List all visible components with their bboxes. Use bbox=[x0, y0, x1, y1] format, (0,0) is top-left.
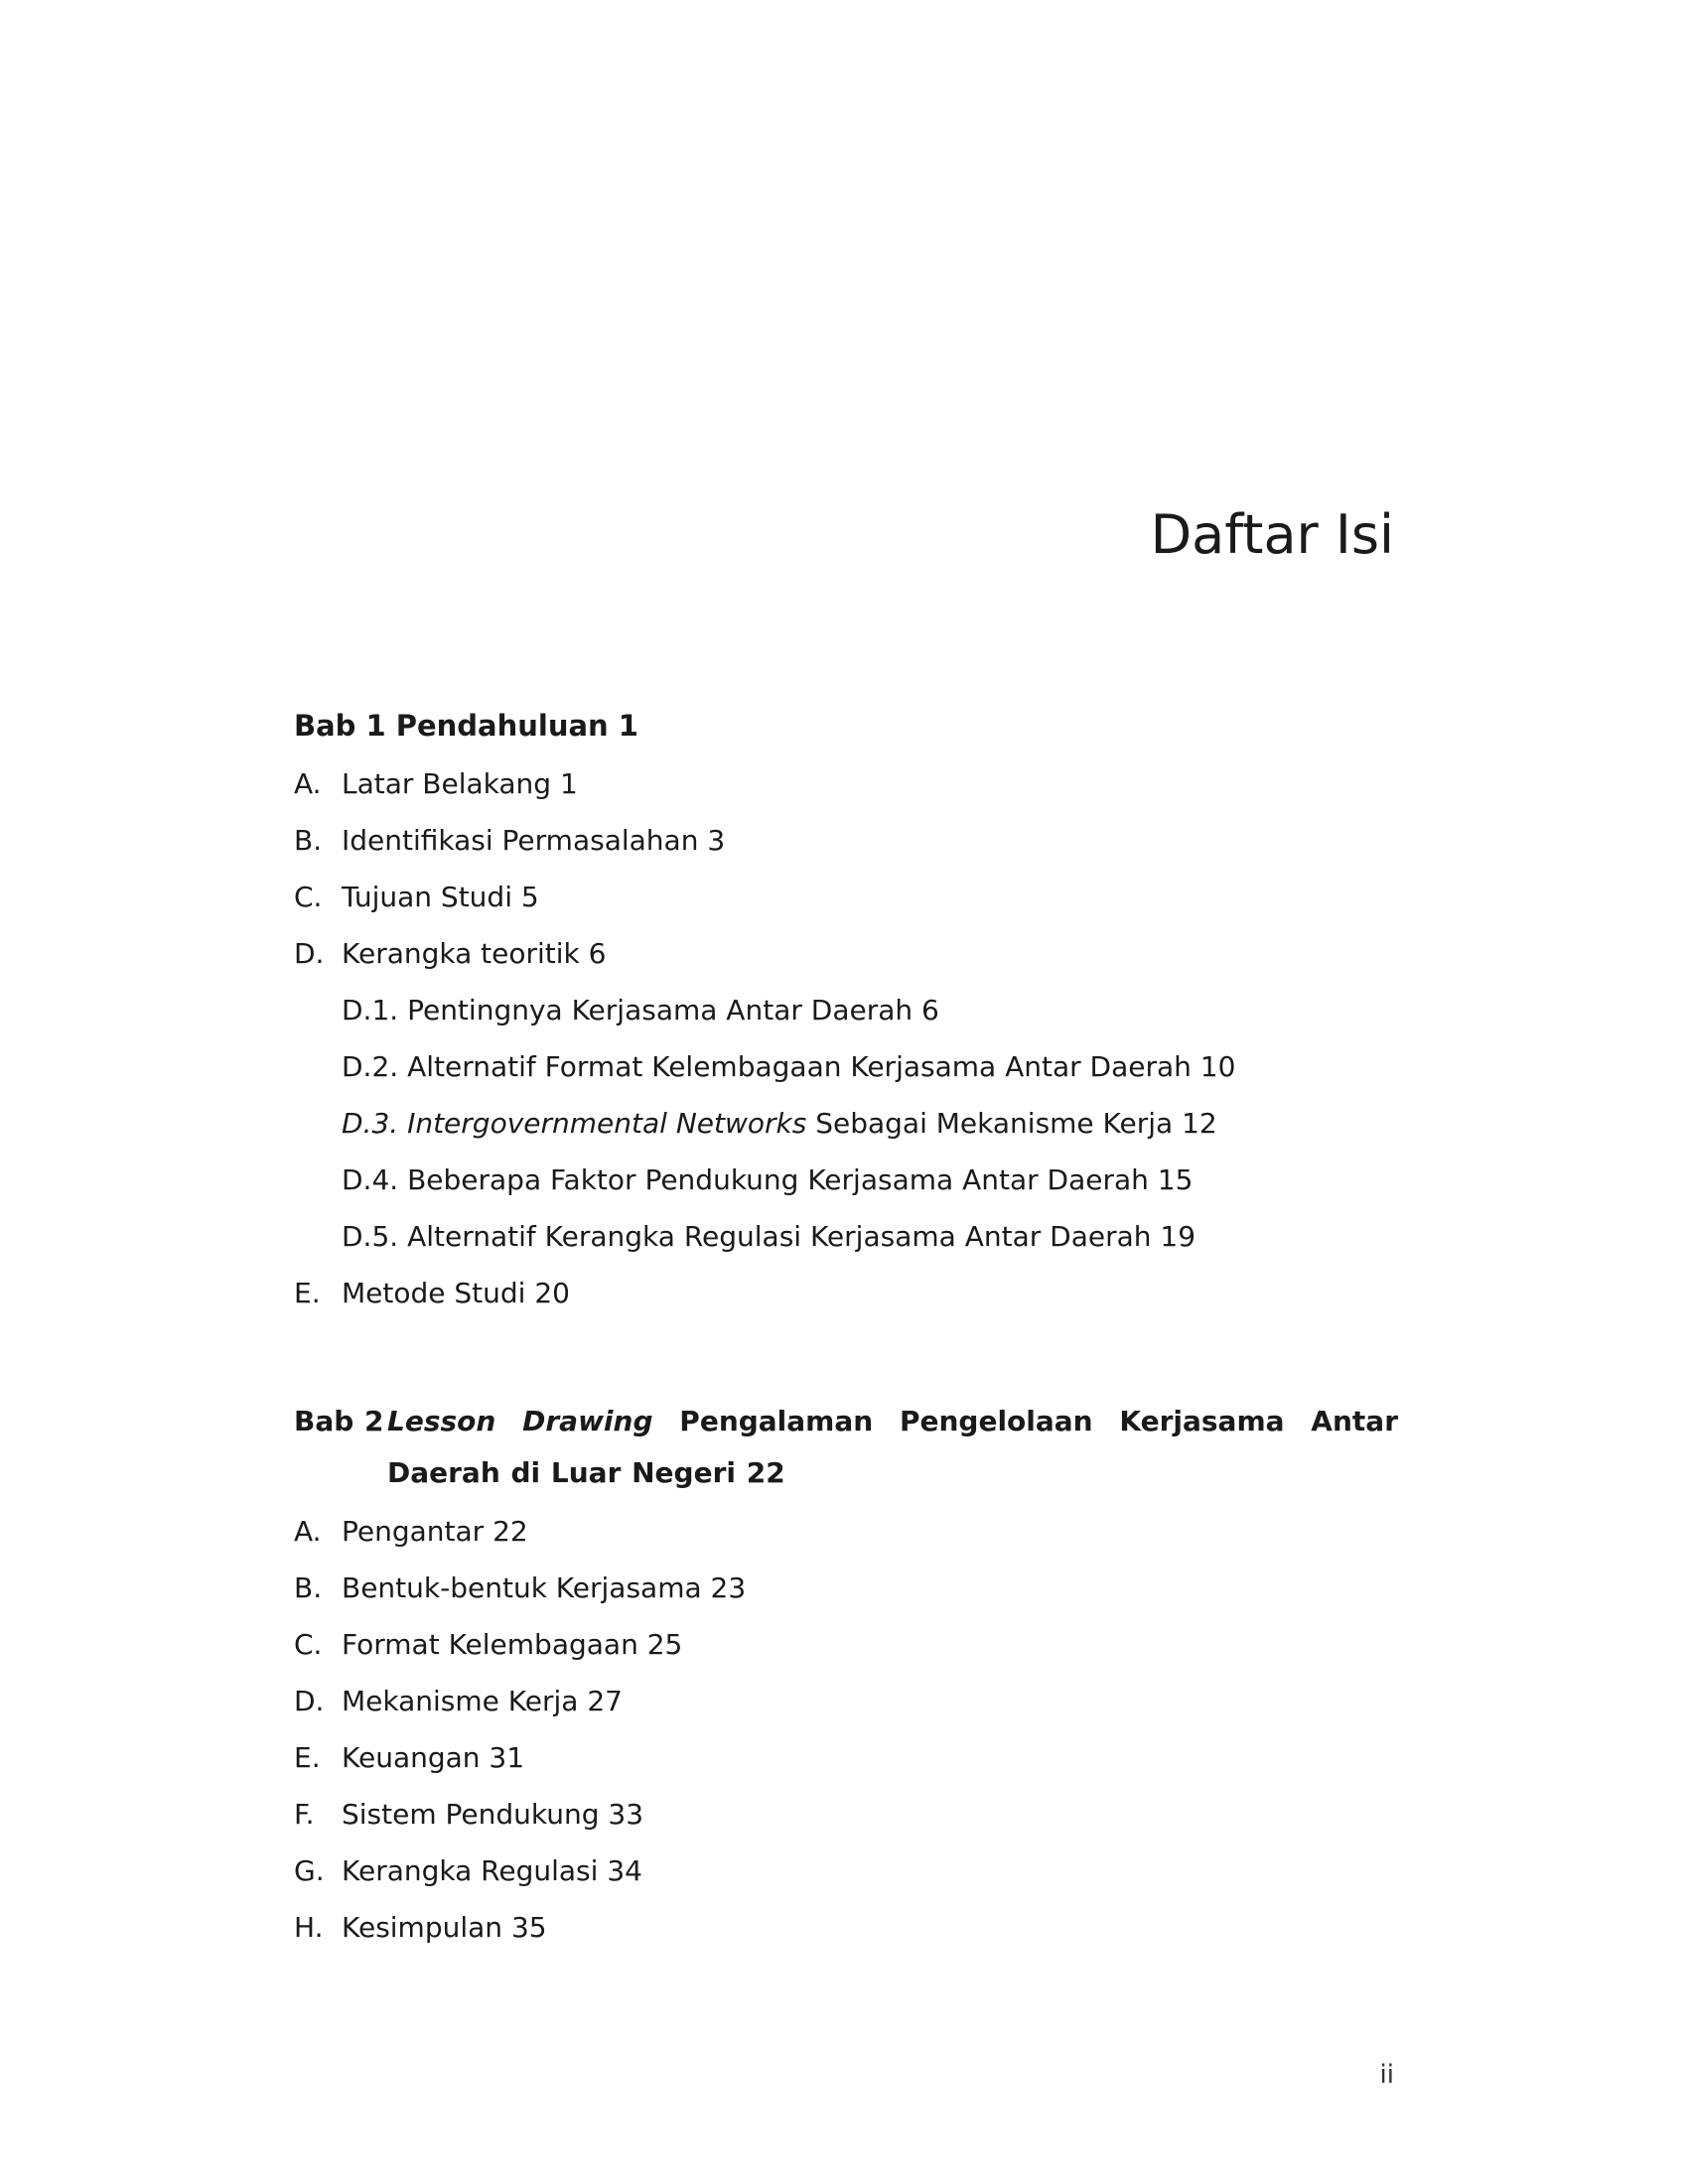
chapter-2-heading[interactable] bbox=[294, 1396, 1398, 1499]
entry-letter: E. bbox=[294, 1741, 321, 1774]
chapter-title: Pengalaman Pengelolaan Kerjasama Antar Daerah di Luar Negeri 22 bbox=[387, 1405, 1399, 1489]
entry-letter: C. bbox=[294, 1628, 323, 1661]
entry-letter: E. bbox=[294, 1277, 321, 1309]
toc-subentry-d5[interactable] bbox=[294, 1208, 1398, 1265]
entry-text: D.1. Pentingnya Kerjasama Antar Daerah 6 bbox=[342, 994, 939, 1026]
entry-text: Kerangka Regulasi 34 bbox=[342, 1854, 642, 1887]
entry-letter: F. bbox=[294, 1798, 315, 1831]
toc-entry-1e[interactable] bbox=[294, 1265, 1398, 1321]
entry-text: Bentuk-bentuk Kerjasama 23 bbox=[342, 1571, 747, 1604]
toc-entry-1d[interactable] bbox=[294, 925, 1398, 982]
toc-subentry-d3[interactable] bbox=[294, 1095, 1398, 1152]
chapter-number: Bab 2 bbox=[294, 1405, 384, 1437]
toc-entry-2d[interactable] bbox=[294, 1673, 1398, 1729]
entry-text: Kerangka teoritik 6 bbox=[342, 937, 607, 970]
entry-text: Identifikasi Permasalahan 3 bbox=[342, 824, 726, 857]
entry-letter: B. bbox=[294, 824, 323, 857]
toc-entry-1a[interactable] bbox=[294, 755, 1398, 812]
toc-entry-2f[interactable] bbox=[294, 1786, 1398, 1843]
entry-text: Kesimpulan 35 bbox=[342, 1911, 547, 1944]
toc-entry-1b[interactable] bbox=[294, 812, 1398, 869]
page-number: ii bbox=[1379, 2060, 1394, 2090]
entry-letter: H. bbox=[294, 1911, 324, 1944]
entry-text: Format Kelembagaan 25 bbox=[342, 1628, 683, 1661]
entry-letter: G. bbox=[294, 1854, 325, 1887]
entry-text: Sebagai Mekanisme Kerja 12 bbox=[806, 1107, 1217, 1140]
toc-entry-2c[interactable] bbox=[294, 1616, 1398, 1673]
toc-entry-2g[interactable] bbox=[294, 1843, 1398, 1899]
toc-entry-2b[interactable] bbox=[294, 1560, 1398, 1616]
toc-subentry-d4[interactable] bbox=[294, 1152, 1398, 1208]
entry-letter: B. bbox=[294, 1571, 323, 1604]
entry-text: Sistem Pendukung 33 bbox=[342, 1798, 644, 1831]
entry-text: Latar Belakang 1 bbox=[342, 767, 578, 800]
chapter-title-italic: Lesson Drawing bbox=[387, 1405, 653, 1437]
entry-text: Mekanisme Kerja 27 bbox=[342, 1685, 623, 1717]
entry-text: Pengantar 22 bbox=[342, 1515, 528, 1548]
entry-letter: D. bbox=[294, 937, 325, 970]
entry-italic-text: D.3. Intergovernmental Networks bbox=[342, 1107, 807, 1140]
entry-text: Keuangan 31 bbox=[342, 1741, 525, 1774]
chapter-number: Bab 1 bbox=[294, 709, 386, 743]
page-title: Daftar Isi bbox=[1150, 503, 1394, 566]
chapter-title: Pendahuluan 1 bbox=[395, 709, 638, 743]
entry-letter: D. bbox=[294, 1685, 325, 1717]
toc-entry-2e[interactable] bbox=[294, 1729, 1398, 1786]
toc-entry-2a[interactable] bbox=[294, 1503, 1398, 1560]
chapter-1-heading[interactable] bbox=[294, 700, 1398, 751]
entry-letter: A. bbox=[294, 767, 322, 800]
entry-letter: A. bbox=[294, 1515, 322, 1548]
entry-text: D.5. Alternatif Kerangka Regulasi Kerjasama Antar Daerah 19 bbox=[342, 1220, 1196, 1253]
entry-text: D.4. Beberapa Faktor Pendukung Kerjasama Antar Daerah 15 bbox=[342, 1163, 1194, 1196]
toc-entry-2h[interactable] bbox=[294, 1899, 1398, 1956]
entry-text: Tujuan Studi 5 bbox=[342, 881, 539, 913]
entry-text: Metode Studi 20 bbox=[342, 1277, 570, 1309]
toc-subentry-d1[interactable] bbox=[294, 982, 1398, 1038]
toc-entry-1c[interactable] bbox=[294, 869, 1398, 925]
entry-letter: C. bbox=[294, 881, 323, 913]
toc-subentry-d2[interactable] bbox=[294, 1038, 1398, 1095]
table-of-contents bbox=[294, 700, 1398, 1956]
entry-text: D.2. Alternatif Format Kelembagaan Kerjasama Antar Daerah 10 bbox=[342, 1050, 1236, 1083]
